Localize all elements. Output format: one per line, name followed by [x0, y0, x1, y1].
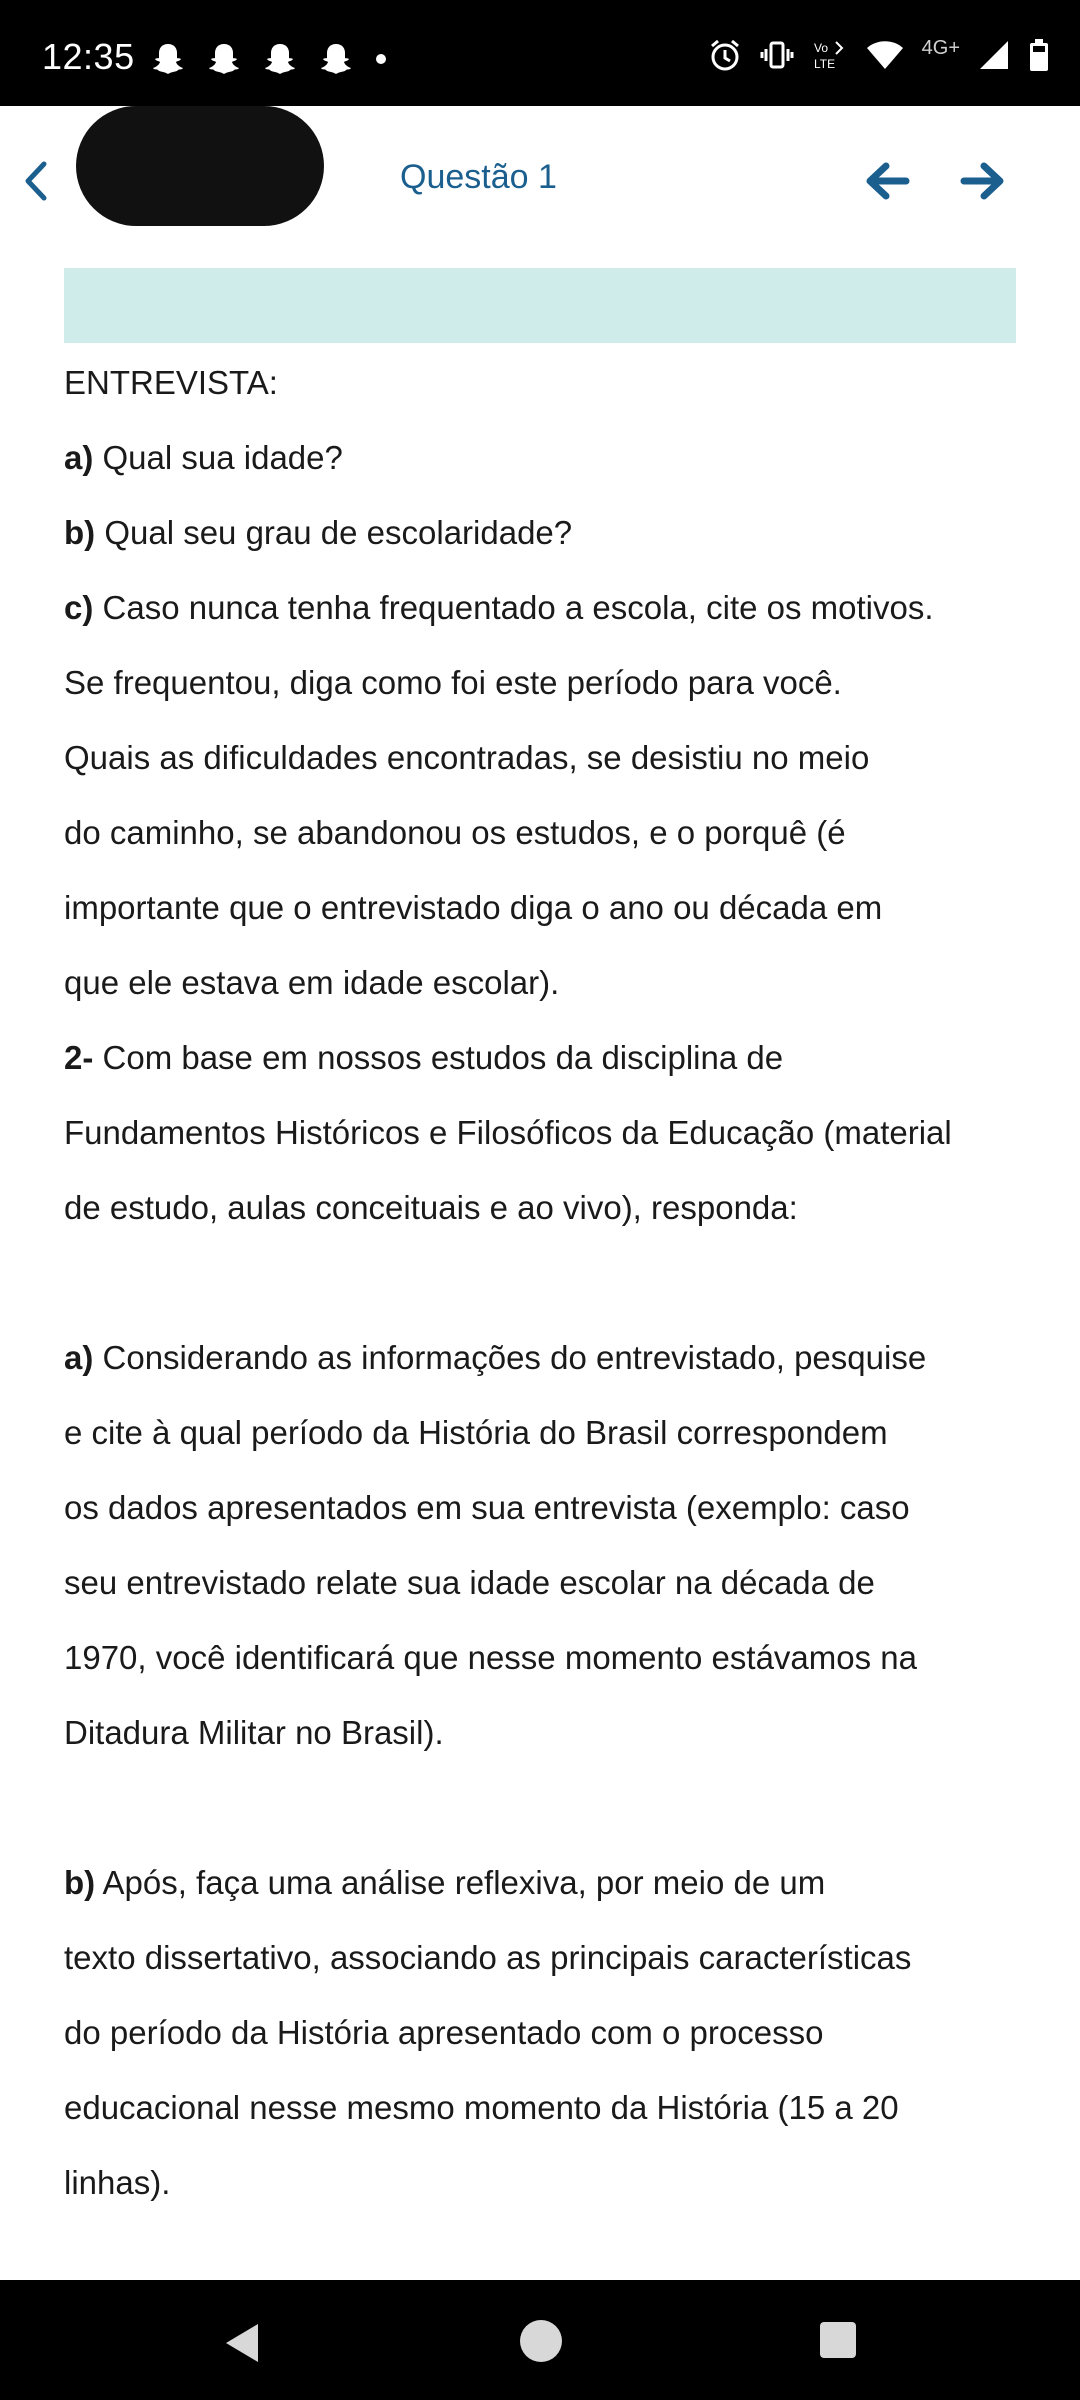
alarm-icon — [708, 38, 742, 72]
question-content — [64, 345, 1024, 2220]
snapchat-icon — [206, 42, 242, 76]
question-label: b) — [64, 1864, 96, 1901]
snapchat-icon — [318, 42, 354, 76]
spacer — [64, 1245, 1024, 1320]
nav-back-button[interactable] — [222, 2320, 262, 2366]
network-type-label: 4G+ — [921, 37, 960, 59]
snapchat-icon — [262, 42, 298, 76]
question-text: Com base em nossos estudos da disciplina de — [93, 1039, 784, 1076]
question-label: a) — [64, 439, 94, 476]
text-line: linhas). — [64, 2164, 171, 2201]
text-line: os dados apresentados em sua entrevista (exemplo: caso — [64, 1489, 910, 1526]
nav-recents-button[interactable] — [820, 2322, 856, 2358]
question-label: b) — [64, 514, 96, 551]
question-text: Considerando as informações do entrevistado, pesquise — [93, 1339, 927, 1376]
next-question-button[interactable] — [958, 156, 1008, 206]
spacer — [64, 1770, 1024, 1845]
signal-icon — [978, 39, 1010, 71]
question-2b — [64, 1845, 1024, 1920]
system-nav-bar — [0, 2280, 1080, 2400]
page-title: Questão 1 — [400, 158, 557, 196]
text-line: Se frequentou, diga como foi este período para você. — [64, 664, 842, 701]
text-line: Quais as dificuldades encontradas, se desistiu no meio — [64, 739, 870, 776]
highlight-bar — [64, 268, 1016, 343]
volte-icon — [812, 38, 848, 72]
question-b — [64, 495, 1024, 570]
text-line: 1970, você identificará que nesse momento estávamos na — [64, 1639, 918, 1676]
text-line: Ditadura Militar no Brasil). — [64, 1714, 444, 1751]
text-line: e cite à qual período da História do Brasil correspondem — [64, 1414, 888, 1451]
text-line: que ele estava em idade escolar). — [64, 964, 560, 1001]
text-line: educacional nesse mesmo momento da História (15 a 20 — [64, 2089, 899, 2126]
previous-question-button[interactable] — [862, 156, 912, 206]
vibrate-icon — [760, 38, 794, 72]
question-c — [64, 570, 1024, 645]
text-line: do período da História apresentado com o processo — [64, 2014, 824, 2051]
question-a — [64, 420, 1024, 495]
svg-text:LTE: LTE — [813, 57, 835, 71]
notification-icons — [150, 42, 388, 76]
intro-text: ENTREVISTA: — [64, 364, 278, 401]
svg-text:Vo: Vo — [813, 41, 828, 55]
back-button[interactable] — [18, 156, 52, 206]
question-label: 2- — [64, 1039, 94, 1076]
redacted-avatar — [76, 106, 324, 226]
question-label: c) — [64, 589, 94, 626]
text-line: seu entrevistado relate sua idade escolar na década de — [64, 1564, 875, 1601]
text-line: do caminho, se abandonou os estudos, e o porquê (é — [64, 814, 846, 851]
status-bar — [0, 0, 1080, 106]
question-text: Caso nunca tenha frequentado a escola, cite os motivos. — [93, 589, 934, 626]
nav-home-button[interactable] — [520, 2320, 562, 2362]
text-line: importante que o entrevistado diga o ano ou década em — [64, 889, 883, 926]
question-2a — [64, 1320, 1024, 1395]
text-line: Fundamentos Históricos e Filosóficos da Educação (material — [64, 1114, 952, 1151]
status-right-icons — [708, 38, 1050, 72]
battery-icon — [1028, 38, 1050, 72]
question-2 — [64, 1020, 1024, 1095]
question-text: Qual sua idade? — [93, 439, 343, 476]
snapchat-icon — [150, 42, 186, 76]
wifi-icon — [866, 39, 904, 71]
text-line: de estudo, aulas conceituais e ao vivo), responda: — [64, 1189, 798, 1226]
question-label: a) — [64, 1339, 94, 1376]
question-text: Após, faça uma análise reflexiva, por meio de um — [95, 1864, 826, 1901]
app-header — [0, 106, 1080, 254]
question-text: Qual seu grau de escolaridade? — [95, 514, 573, 551]
text-line: texto dissertativo, associando as principais características — [64, 1939, 912, 1976]
more-dot-icon — [374, 52, 388, 66]
status-time: 12:35 — [42, 36, 135, 77]
